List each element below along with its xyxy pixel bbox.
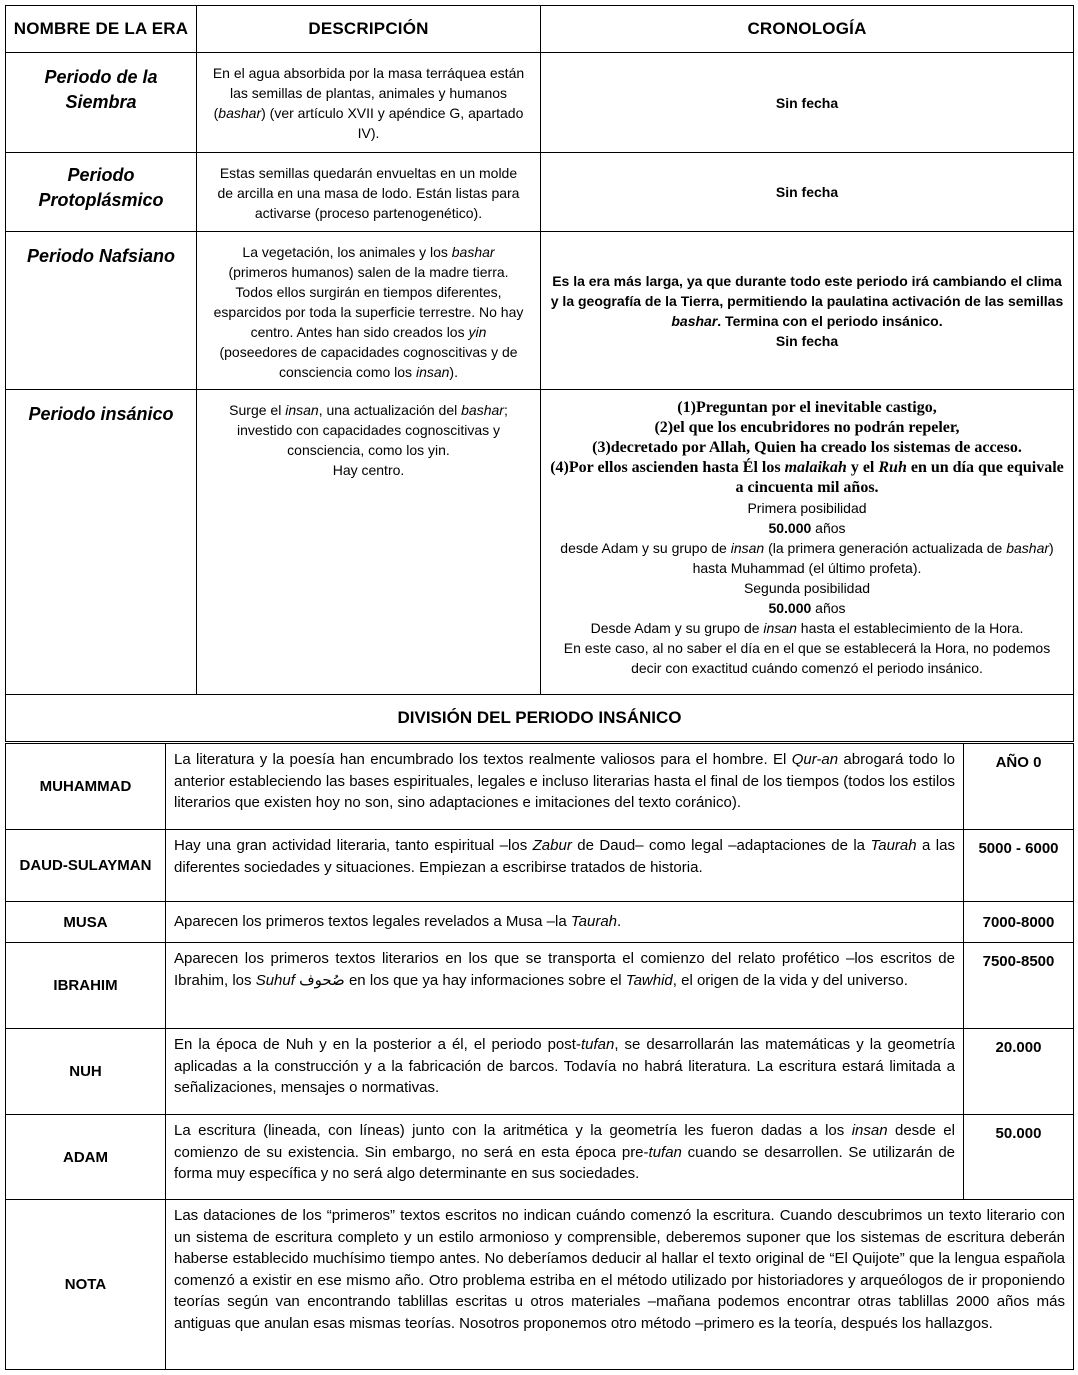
quran-verse-2: (2)el que los encubridores no podrán repeler, [654, 419, 960, 436]
periods-table [5, 743, 1074, 1370]
eras-header-row [6, 6, 1074, 53]
era-desc-nafsiano: La vegetación, los animales y los bashar (primeros humanos) salen de la madre tierra. Todos ellos surgirán en tiempos diferentes, esparcidos por toda la superficie terrestre. No hay centro. Antes han sido creados los yin (poseedores de capacidades cognoscitivas y de consciencia como los insan). [197, 232, 541, 390]
second-possibility-note: En este caso, al no saber el día en el que se establecerá la Hora, no podemos decir con exactitud cuándo comenzó el periodo insánico. [563, 640, 1051, 676]
period-year-adam: 50.000 [964, 1115, 1074, 1200]
period-name-adam: ADAM [6, 1115, 166, 1200]
period-year-musa: 7000-8000 [964, 902, 1074, 943]
period-row-musa [6, 902, 1074, 943]
first-possibility-years: 50.000 años [768, 520, 846, 536]
header-chronology: CRONOLOGÍA [541, 6, 1074, 53]
era-name-protoplasmico: Periodo Protoplásmico [6, 153, 197, 232]
period-year-nuh: 20.000 [964, 1029, 1074, 1115]
era-row-protoplasmico [6, 153, 1074, 232]
second-possibility-title: Segunda posibilidad [743, 580, 871, 596]
period-text-nota: Las dataciones de los “primeros” textos escritos no indican cuándo comenzó la escritura. Cuando descubrimos un texto literario con un sistema de escritura completo y un estilo armonioso y comprensible, deberemos suponer que los sistemas de escritura deberán haberse establecido muchísimo tiempo antes. No deberíamos deducir al hallar el texto original de “El Quijote” que la lengua española comenzó a existir en ese mismo año. Otro problema estriba en el método utilizado por historiadores y arqueólogos de ir proponiendo teorías según van encontrando tablillas escritas u otros materiales –mañana podemos encontrar otras tablillas 2000 años más antiguas que anulan esas mismas teorías. Nosotros proponemos otro método –primero es la teoría, después los hallazgos. [166, 1200, 1074, 1370]
period-name-nota: NOTA [6, 1200, 166, 1370]
period-text-musa: Aparecen los primeros textos legales revelados a Musa –la Taurah. [166, 902, 964, 943]
period-text-adam: La escritura (lineada, con líneas) junto con la aritmética y la geometría les fueron dadas a los insan desde el comienzo de su existencia. Sin embargo, no será en esta época pre-tufan cuando se desarrollen. Se utilizarán de forma muy específica y no será algo determinante en sus sociedades. [166, 1115, 964, 1200]
period-name-daud: DAUD-SULAYMAN [6, 830, 166, 902]
header-era-name: NOMBRE DE LA ERA [6, 6, 197, 53]
era-name-insanico: Periodo insánico [6, 390, 197, 695]
period-year-ibrahim: 7500-8500 [964, 943, 1074, 1029]
division-row [6, 695, 1074, 742]
period-text-daud: Hay una gran actividad literaria, tanto espiritual –los Zabur de Daud– como legal –adaptaciones de la Taurah a las diferentes sociedades y situaciones. Empiezan a escribirse tratados de historia. [166, 830, 964, 902]
period-row-ibrahim [6, 943, 1074, 1029]
era-desc-siembra: En el agua absorbida por la masa terráquea están las semillas de plantas, animales y humanos (bashar) (ver artículo XVII y apéndice G, apartado IV). [197, 53, 541, 153]
era-chrono-siembra: Sin fecha [541, 53, 1074, 153]
period-row-muhammad [6, 744, 1074, 830]
suhuf-arabic: صُحوف [299, 970, 345, 989]
header-description: DESCRIPCIÓN [197, 6, 541, 53]
period-name-muhammad: MUHAMMAD [6, 744, 166, 830]
era-row-insanico [6, 390, 1074, 695]
era-row-nafsiano [6, 232, 1074, 390]
era-chrono-insanico [541, 390, 1074, 695]
period-year-muhammad: AÑO 0 [964, 744, 1074, 830]
first-possibility-text: desde Adam y su grupo de insan (la primera generación actualizada de bashar) hasta Muhammad (el último profeta). [560, 540, 1054, 576]
period-name-nuh: NUH [6, 1029, 166, 1115]
second-possibility-text: Desde Adam y su grupo de insan hasta el establecimiento de la Hora. [590, 620, 1024, 636]
second-possibility-years: 50.000 años [768, 600, 846, 616]
era-desc-insanico: Surge el insan, una actualización del bashar; investido con capacidades cognoscitivas y consciencia, como los yin. Hay centro. [197, 390, 541, 695]
period-row-adam [6, 1115, 1074, 1200]
period-name-ibrahim: IBRAHIM [6, 943, 166, 1029]
era-chrono-nafsiano: Es la era más larga, ya que durante todo este periodo irá cambiando el clima y la geografía de la Tierra, permitiendo la paulatina activación de las semillas bashar. Termina con el periodo insánico. Sin fecha [541, 232, 1074, 390]
era-row-siembra [6, 53, 1074, 153]
era-chrono-protoplasmico: Sin fecha [541, 153, 1074, 232]
period-row-daud [6, 830, 1074, 902]
first-possibility-title: Primera posibilidad [747, 500, 867, 516]
period-name-musa: MUSA [6, 902, 166, 943]
period-year-daud: 5000 - 6000 [964, 830, 1074, 902]
period-text-muhammad: La literatura y la poesía han encumbrado los textos realmente valiosos para el hombre. El Qur-an abrogará todo lo anterior estableciendo las bases espirituales, legales e incluso literarias hasta el final de los tiempos (todos los estilos literarios que existen hoy no son, sino adaptaciones e imitaciones del texto coránico). [166, 744, 964, 830]
era-desc-protoplasmico: Estas semillas quedarán envueltas en un molde de arcilla en una masa de lodo. Están listas para activarse (proceso partenogenético). [197, 153, 541, 232]
period-text-ibrahim: Aparecen los primeros textos literarios en los que se transporta el comienzo del relato profético –los escritos de Ibrahim, los Suhuf صُحوف en los que ya hay informaciones sobre el Tawhid, el origen de la vida y del universo. [166, 943, 964, 1029]
quran-verse-1: (1)Preguntan por el inevitable castigo, [677, 399, 937, 416]
period-row-nuh [6, 1029, 1074, 1115]
quran-verse-3: (3)decretado por Allah, Quien ha creado los sistemas de acceso. [592, 439, 1022, 456]
period-row-nota [6, 1200, 1074, 1370]
division-title: DIVISIÓN DEL PERIODO INSÁNICO [6, 695, 1074, 742]
era-name-siembra: Periodo de la Siembra [6, 53, 197, 153]
quran-verse-4: (4)Por ellos ascienden hasta Él los malaikah y el Ruh en un día que equivale a cincuenta mil años. [550, 459, 1064, 496]
eras-table [5, 5, 1074, 742]
period-text-nuh: En la época de Nuh y en la posterior a él, el periodo post-tufan, se desarrollarán las matemáticas y la geometría aplicadas a la construcción y a la fabricación de barcos. Todavía no habrá literatura. La escritura estará limitada a señalizaciones, mensajes o normativas. [166, 1029, 964, 1115]
era-name-nafsiano: Periodo Nafsiano [6, 232, 197, 390]
